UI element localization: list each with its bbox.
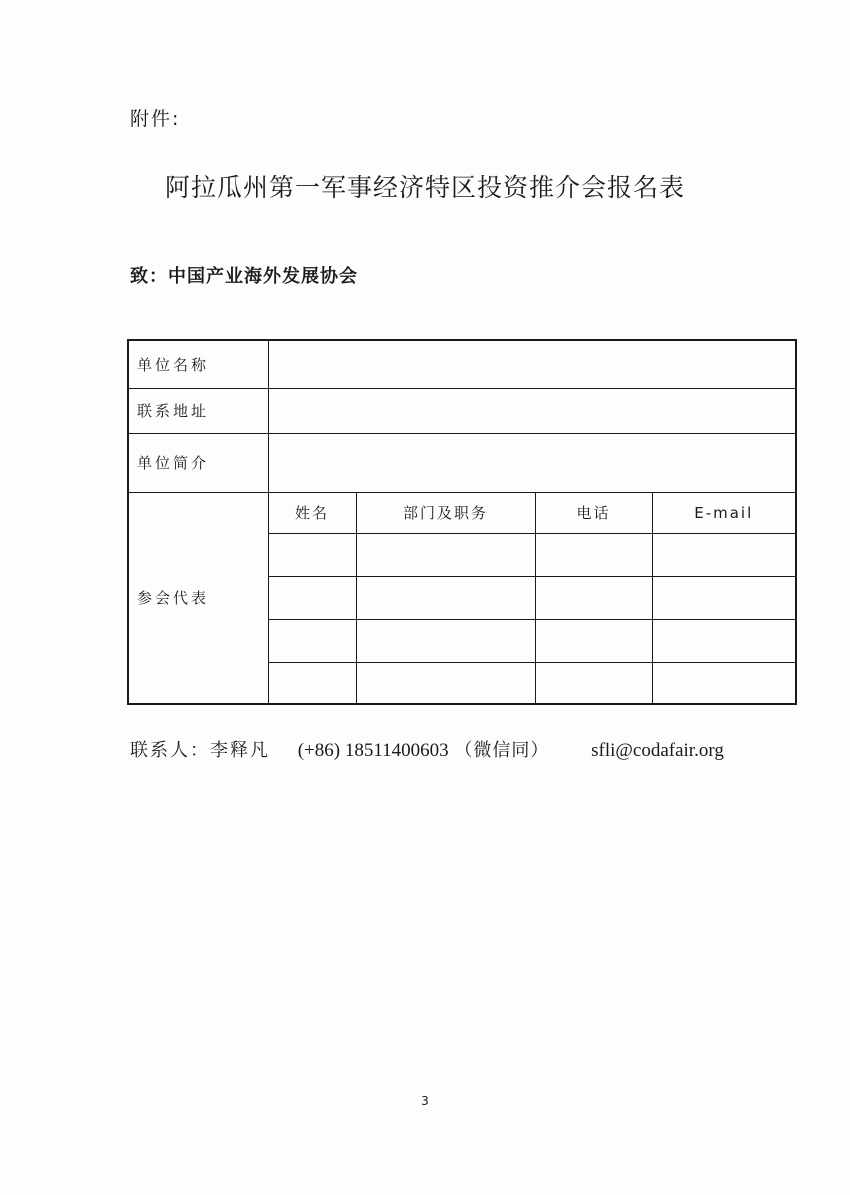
delegate-name-cell[interactable] xyxy=(268,576,356,619)
company-profile-label: 单位简介 xyxy=(128,433,268,492)
contact-email[interactable]: sfli@codafair.org xyxy=(591,740,724,761)
delegate-department-cell[interactable] xyxy=(356,619,535,662)
form-row-company-profile xyxy=(128,433,796,492)
delegates-header-row xyxy=(128,492,796,533)
document-title: 阿拉瓜州第一军事经济特区投资推介会报名表 xyxy=(164,173,685,202)
delegate-phone-cell[interactable] xyxy=(535,533,652,576)
contact-line xyxy=(130,736,724,762)
contact-wechat-note: （微信同） xyxy=(454,740,550,761)
form-row-address xyxy=(128,388,796,433)
contact-person: 联系人：李释凡 xyxy=(130,740,270,761)
column-header-email: E-mail xyxy=(652,492,796,533)
delegate-email-cell[interactable] xyxy=(652,533,796,576)
column-header-name: 姓名 xyxy=(268,492,356,533)
delegate-name-cell[interactable] xyxy=(268,662,356,704)
delegate-name-cell[interactable] xyxy=(268,619,356,662)
delegate-email-cell[interactable] xyxy=(652,576,796,619)
recipient-line: 致：中国产业海外发展协会 xyxy=(130,266,358,287)
delegate-department-cell[interactable] xyxy=(356,576,535,619)
delegate-email-cell[interactable] xyxy=(652,662,796,704)
company-profile-field[interactable] xyxy=(268,433,796,492)
delegates-label: 参会代表 xyxy=(128,492,268,704)
address-field[interactable] xyxy=(268,388,796,433)
delegate-email-cell[interactable] xyxy=(652,619,796,662)
attachment-label: 附件: xyxy=(130,108,181,130)
form-row-company-name xyxy=(128,340,796,388)
column-header-phone: 电话 xyxy=(535,492,652,533)
page-number: 3 xyxy=(421,1094,429,1108)
delegate-phone-cell[interactable] xyxy=(535,619,652,662)
delegate-name-cell[interactable] xyxy=(268,533,356,576)
company-name-label: 单位名称 xyxy=(128,340,268,388)
delegate-department-cell[interactable] xyxy=(356,662,535,704)
registration-form-table xyxy=(127,339,797,705)
delegate-phone-cell[interactable] xyxy=(535,662,652,704)
delegate-phone-cell[interactable] xyxy=(535,576,652,619)
column-header-department: 部门及职务 xyxy=(356,492,535,533)
address-label: 联系地址 xyxy=(128,388,268,433)
delegate-department-cell[interactable] xyxy=(356,533,535,576)
contact-phone: (+86) 18511400603 xyxy=(297,740,449,761)
company-name-field[interactable] xyxy=(268,340,796,388)
